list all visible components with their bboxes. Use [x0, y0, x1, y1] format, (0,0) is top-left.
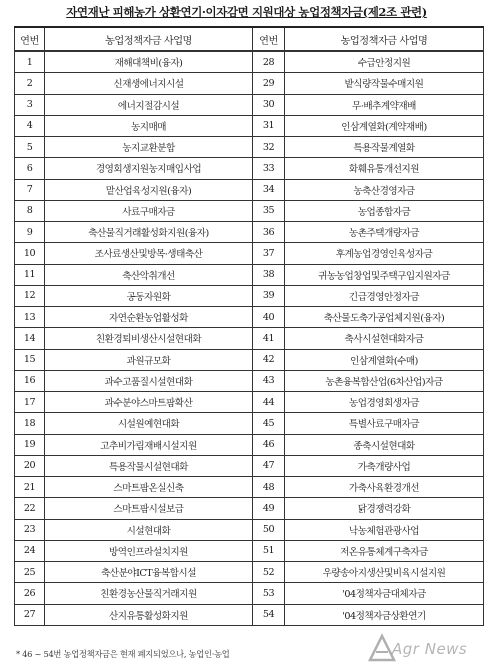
table-row — [15, 222, 484, 243]
row-number-left: 25 — [15, 562, 45, 583]
table-row — [15, 179, 484, 200]
fund-name-right: 가축개량사업 — [285, 455, 484, 476]
row-number-right: 48 — [253, 477, 285, 498]
policy-fund-table — [14, 26, 484, 626]
row-number-right: 46 — [253, 434, 285, 455]
fund-name-left: 축산물직거래활성화지원(융자) — [45, 222, 253, 243]
row-number-left: 11 — [15, 264, 45, 285]
row-number-right: 37 — [253, 243, 285, 264]
table-row — [15, 349, 484, 370]
table-row — [15, 604, 484, 625]
row-number-right: 44 — [253, 392, 285, 413]
row-number-left: 8 — [15, 200, 45, 221]
row-number-left: 20 — [15, 455, 45, 476]
fund-name-right: 낙농체험관광사업 — [285, 519, 484, 540]
row-number-right: 54 — [253, 604, 285, 625]
header-name-left: 농업정책자금 사업명 — [45, 27, 253, 51]
fund-name-right: 농업종합자금 — [285, 200, 484, 221]
row-number-right: 28 — [253, 51, 285, 73]
row-number-left: 23 — [15, 519, 45, 540]
table-header-row — [15, 27, 484, 51]
fund-name-right: 인삼계열화(계약재배) — [285, 115, 484, 136]
fund-name-right: 귀농농업창업및주택구입지원자금 — [285, 264, 484, 285]
row-number-right: 49 — [253, 498, 285, 519]
row-number-left: 24 — [15, 540, 45, 561]
table-row — [15, 285, 484, 306]
row-number-right: 29 — [253, 73, 285, 94]
fund-name-right: '04정책자금대체자금 — [285, 583, 484, 604]
table-row — [15, 519, 484, 540]
fund-name-right: 닭경쟁력강화 — [285, 498, 484, 519]
fund-name-left: 축산분야ICT융복합시설 — [45, 562, 253, 583]
fund-name-left: 농지교환분합 — [45, 137, 253, 158]
table-row — [15, 328, 484, 349]
fund-name-left: 과수분야스마트팜확산 — [45, 392, 253, 413]
fund-name-right: 축사시설현대화자금 — [285, 328, 484, 349]
fund-name-left: 스마트팜온실신축 — [45, 477, 253, 498]
row-number-right: 40 — [253, 307, 285, 328]
table-row — [15, 115, 484, 136]
row-number-right: 36 — [253, 222, 285, 243]
row-number-left: 9 — [15, 222, 45, 243]
row-number-left: 10 — [15, 243, 45, 264]
table-row — [15, 158, 484, 179]
row-number-right: 47 — [253, 455, 285, 476]
row-number-left: 21 — [15, 477, 45, 498]
fund-name-right: '04정책자금상환연기 — [285, 604, 484, 625]
fund-name-right: 종축시설현대화 — [285, 434, 484, 455]
row-number-left: 5 — [15, 137, 45, 158]
fund-name-left: 에너지절감시설 — [45, 94, 253, 115]
fund-name-right: 가축사육환경개선 — [285, 477, 484, 498]
header-no-left: 연번 — [15, 27, 45, 51]
fund-name-right: 특용작물계열화 — [285, 137, 484, 158]
fund-name-right: 농촌주택개량자금 — [285, 222, 484, 243]
row-number-right: 31 — [253, 115, 285, 136]
table-row — [15, 562, 484, 583]
table-body — [15, 51, 484, 625]
row-number-left: 4 — [15, 115, 45, 136]
row-number-right: 32 — [253, 137, 285, 158]
row-number-left: 26 — [15, 583, 45, 604]
table-row — [15, 243, 484, 264]
fund-name-left: 산지유통활성화지원 — [45, 604, 253, 625]
table-row — [15, 307, 484, 328]
row-number-right: 35 — [253, 200, 285, 221]
row-number-left: 14 — [15, 328, 45, 349]
row-number-left: 27 — [15, 604, 45, 625]
row-number-left: 18 — [15, 413, 45, 434]
row-number-right: 39 — [253, 285, 285, 306]
fund-name-left: 조사료생산및방목·생태축산 — [45, 243, 253, 264]
fund-name-left: 시설현대화 — [45, 519, 253, 540]
fund-name-right: 농업경영회생자금 — [285, 392, 484, 413]
fund-name-left: 사료구매자금 — [45, 200, 253, 221]
row-number-left: 22 — [15, 498, 45, 519]
row-number-right: 43 — [253, 370, 285, 391]
row-number-left: 15 — [15, 349, 45, 370]
table-row — [15, 583, 484, 604]
row-number-left: 2 — [15, 73, 45, 94]
header-no-right: 연번 — [253, 27, 285, 51]
watermark-text: Agr News — [392, 640, 468, 658]
fund-name-left: 친환경농산물직거래지원 — [45, 583, 253, 604]
fund-name-right: 인삼계열화(수매) — [285, 349, 484, 370]
row-number-right: 34 — [253, 179, 285, 200]
row-number-right: 45 — [253, 413, 285, 434]
table-row — [15, 51, 484, 73]
fund-name-left: 스마트팜시설보급 — [45, 498, 253, 519]
row-number-left: 16 — [15, 370, 45, 391]
fund-name-left: 고추비가림재배시설지원 — [45, 434, 253, 455]
fund-name-right: 긴급경영안정자금 — [285, 285, 484, 306]
fund-name-left: 농지매매 — [45, 115, 253, 136]
table-row — [15, 434, 484, 455]
row-number-right: 53 — [253, 583, 285, 604]
fund-name-left: 맡산업육성지원(융자) — [45, 179, 253, 200]
fund-name-right: 수급안정지원 — [285, 51, 484, 73]
row-number-left: 19 — [15, 434, 45, 455]
row-number-right: 41 — [253, 328, 285, 349]
table-row — [15, 540, 484, 561]
fund-name-right: 후계농업경영인육성자금 — [285, 243, 484, 264]
row-number-left: 17 — [15, 392, 45, 413]
row-number-left: 7 — [15, 179, 45, 200]
fund-name-left: 특용작물시설현대화 — [45, 455, 253, 476]
row-number-left: 3 — [15, 94, 45, 115]
fund-name-left: 축산악취개선 — [45, 264, 253, 285]
table-row — [15, 477, 484, 498]
document-title: 자연재난 피해농가 상환연기·이자감면 지원대상 농업정책자금(제2조 관련) — [66, 5, 427, 19]
table-row — [15, 137, 484, 158]
table-row — [15, 94, 484, 115]
table-row — [15, 370, 484, 391]
row-number-left: 1 — [15, 51, 45, 73]
header-name-right: 농업정책자금 사업명 — [285, 27, 484, 51]
table-row — [15, 73, 484, 94]
fund-name-right: 무·배추계약재배 — [285, 94, 484, 115]
fund-name-right: 농촌융복합산업(6차산업)자금 — [285, 370, 484, 391]
table-row — [15, 413, 484, 434]
row-number-left: 6 — [15, 158, 45, 179]
row-number-left: 12 — [15, 285, 45, 306]
fund-name-right: 특별사료구매자금 — [285, 413, 484, 434]
table-row — [15, 200, 484, 221]
fund-name-left: 과원규모화 — [45, 349, 253, 370]
row-number-left: 13 — [15, 307, 45, 328]
fund-name-right: 저온유통체계구축자금 — [285, 540, 484, 561]
row-number-right: 38 — [253, 264, 285, 285]
fund-name-left: 공동자원화 — [45, 285, 253, 306]
footnote: * 46 ~ 54번 농업정책자금은 현재 폐지되었으나, 농업인·농업 — [16, 649, 230, 659]
table-row — [15, 392, 484, 413]
row-number-right: 52 — [253, 562, 285, 583]
fund-name-left: 친환경퇴비생산시설현대화 — [45, 328, 253, 349]
fund-name-right: 밭식량작물수매지원 — [285, 73, 484, 94]
fund-name-right: 축산물도축가공업체지원(융자) — [285, 307, 484, 328]
table-row — [15, 455, 484, 476]
fund-name-right: 농축산경영자금 — [285, 179, 484, 200]
fund-name-left: 자연순환농업활성화 — [45, 307, 253, 328]
fund-name-right: 화훼유통개선지원 — [285, 158, 484, 179]
row-number-right: 42 — [253, 349, 285, 370]
row-number-right: 50 — [253, 519, 285, 540]
table-row — [15, 498, 484, 519]
fund-name-left: 재해대책비(융자) — [45, 51, 253, 73]
table-row — [15, 264, 484, 285]
fund-name-right: 우량송아지생산및비육시설지원 — [285, 562, 484, 583]
fund-name-left: 방역인프라설치지원 — [45, 540, 253, 561]
row-number-right: 33 — [253, 158, 285, 179]
fund-name-left: 경영회생지원농지매입사업 — [45, 158, 253, 179]
row-number-right: 51 — [253, 540, 285, 561]
fund-name-left: 시설원예현대화 — [45, 413, 253, 434]
fund-name-left: 신재생에너지시설 — [45, 73, 253, 94]
fund-name-left: 과수고품질시설현대화 — [45, 370, 253, 391]
row-number-right: 30 — [253, 94, 285, 115]
